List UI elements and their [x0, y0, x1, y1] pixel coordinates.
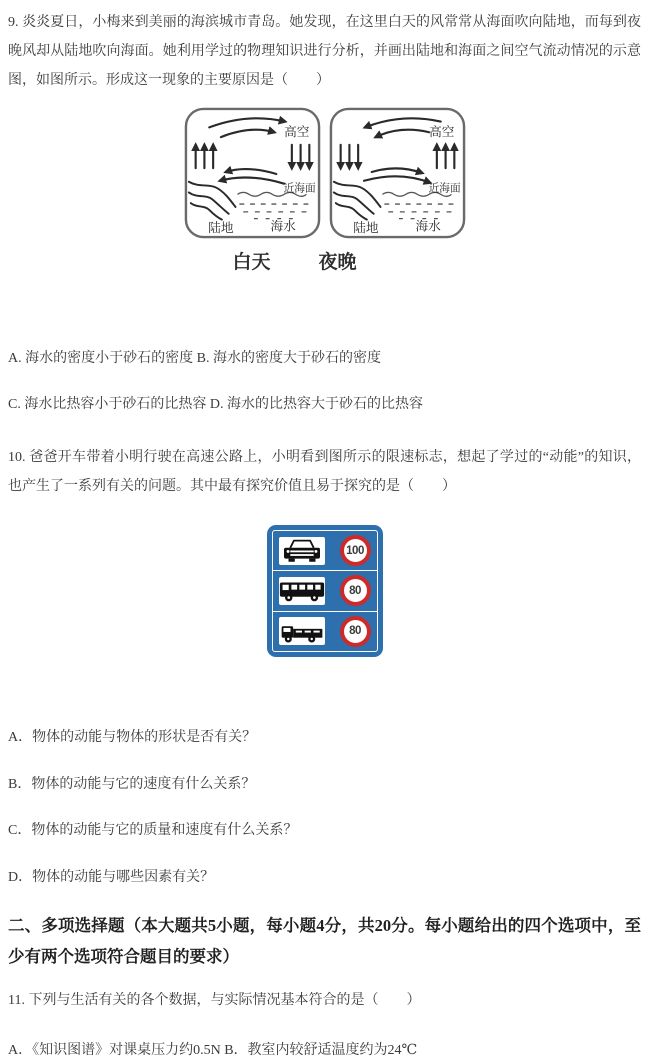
bus-icon	[279, 577, 325, 604]
question-10-option-a: A．物体的动能与物体的形状是否有关？	[8, 730, 257, 745]
sign-row-truck	[273, 612, 377, 651]
vehicle-plate	[279, 577, 325, 605]
sea-label: 海水	[414, 219, 441, 234]
high-air-label: 高空	[428, 125, 454, 140]
day-circulation-diagram	[184, 107, 321, 239]
land-label: 陆地	[207, 221, 234, 236]
question-10-option-d: D．物体的动能与哪些因素有关？	[8, 870, 215, 885]
speed-limit-sign	[8, 525, 641, 657]
speed-limit-badge	[340, 535, 371, 566]
speed-limit-value: 80	[349, 584, 361, 597]
day-caption: 白天	[232, 252, 271, 273]
sign-row-bus	[273, 571, 377, 611]
vehicle-plate	[279, 617, 325, 645]
night-circulation-diagram	[329, 107, 466, 239]
speed-limit-badge	[340, 575, 371, 606]
question-10-option-b: B．物体的动能与它的速度有什么关系？	[8, 777, 256, 792]
sea-breeze-figure	[8, 107, 641, 239]
question-9-options-cd: C. 海水比热容小于砂石的比热容 D. 海水的比热容大于砂石的比热容	[8, 397, 423, 412]
question-11-stem: 11. 下列与生活有关的各个数据，与实际情况基本符合的是（ ）	[8, 993, 421, 1008]
land-label: 陆地	[352, 221, 379, 236]
section-2-heading: 二、多项选择题（本大题共5小题，每小题4分，共20分。每小题给出的四个选项中，至少有两个选项符合题目的要求）	[8, 916, 641, 966]
night-caption: 夜晚	[318, 252, 357, 273]
near-sea-label: 近海面	[428, 182, 461, 195]
question-9-options-ab: A. 海水的密度小于砂石的密度 B. 海水的密度大于砂石的密度	[8, 351, 381, 366]
car-icon	[281, 537, 323, 564]
sea-label: 海水	[269, 219, 296, 234]
sign-row-car	[273, 531, 377, 571]
high-air-label: 高空	[283, 125, 309, 140]
question-10-stem: 10. 爸爸开车带着小明行驶在高速公路上，小明看到图所示的限速标志，想起了学过的“动能”的知识，也产生了一系列有关的问题。其中最有探究价值且易于探究的是（ ）	[8, 450, 641, 494]
speed-limit-value: 80	[349, 625, 361, 638]
question-9-stem: 9. 炎炎夏日，小梅来到美丽的海滨城市青岛。她发现，在这里白天的风常常从海面吹向陆地，而每到夜晚风却从陆地吹向海面。她利用学过的物理知识进行分析，并画出陆地和海面之间空气流动情况的示意图，如图所示。形成这一现象的主要原因是（ ）	[8, 15, 641, 88]
near-sea-label: 近海面	[283, 182, 316, 195]
sign-grid	[272, 530, 378, 652]
question-11-options-ab: A．《知识图谱》对课桌压力约0.5N B．教室内较舒适温度约为24℃	[8, 1043, 418, 1058]
question-10-option-c: C．物体的动能与它的质量和速度有什么关系？	[8, 823, 298, 838]
sign-panel	[267, 525, 383, 657]
figure-captions	[0, 249, 611, 276]
speed-limit-value: 100	[346, 544, 364, 557]
truck-icon	[279, 618, 325, 645]
vehicle-plate	[279, 537, 325, 565]
speed-limit-badge	[340, 616, 371, 647]
